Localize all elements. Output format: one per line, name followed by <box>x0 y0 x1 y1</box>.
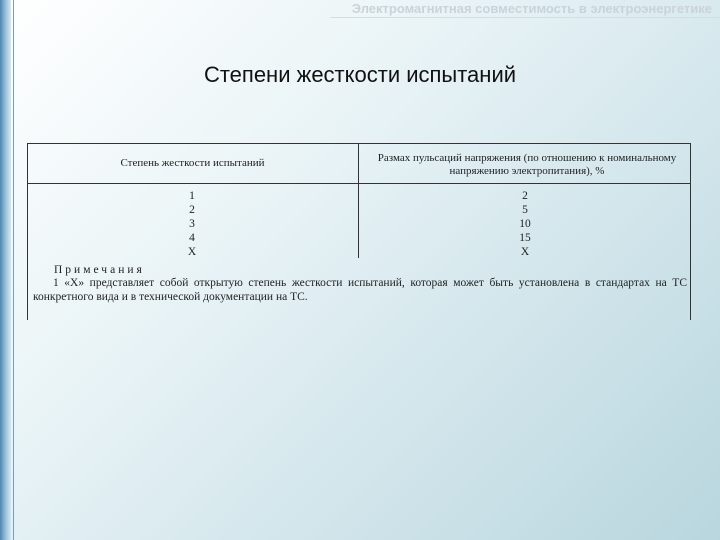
table-top-border <box>27 143 691 144</box>
table-cell-level: 4 <box>189 232 195 244</box>
slide-title: Степени жесткости испытаний <box>203 62 517 87</box>
header-title: Электромагнитная совместимость в электроэнергетике <box>351 1 712 16</box>
level-column <box>177 189 207 259</box>
table-cell-value: 2 <box>522 190 528 202</box>
table-cell-value: 10 <box>519 218 531 230</box>
header-divider <box>330 17 720 18</box>
table-cell-level: 2 <box>189 204 195 216</box>
table-cell-level: 1 <box>189 190 195 202</box>
table-header-divider <box>27 183 691 184</box>
table-column-divider <box>358 143 359 258</box>
table-cell-value: 15 <box>519 232 531 244</box>
table-cell-value: X <box>520 246 530 258</box>
table-cell-level: 3 <box>189 218 195 230</box>
ripple-column <box>510 189 540 259</box>
column-header-ripple: Размах пульсаций напряжения (по отношению к номинальному напряжению электропитания), % <box>377 152 677 177</box>
severity-table <box>27 143 691 320</box>
table-cell-value: 5 <box>522 204 528 216</box>
note-text: 1 «X» представляет собой открытую степень жесткости испытаний, которая может быть установлена в стандартах на ТС конкретного вида и в технической документации на ТС. <box>33 277 687 303</box>
note-label: Примечания <box>54 264 145 276</box>
table-cell-level: X <box>187 246 197 258</box>
column-header-level: Степень жесткости испытаний <box>120 157 265 169</box>
table-right-border <box>690 143 691 320</box>
